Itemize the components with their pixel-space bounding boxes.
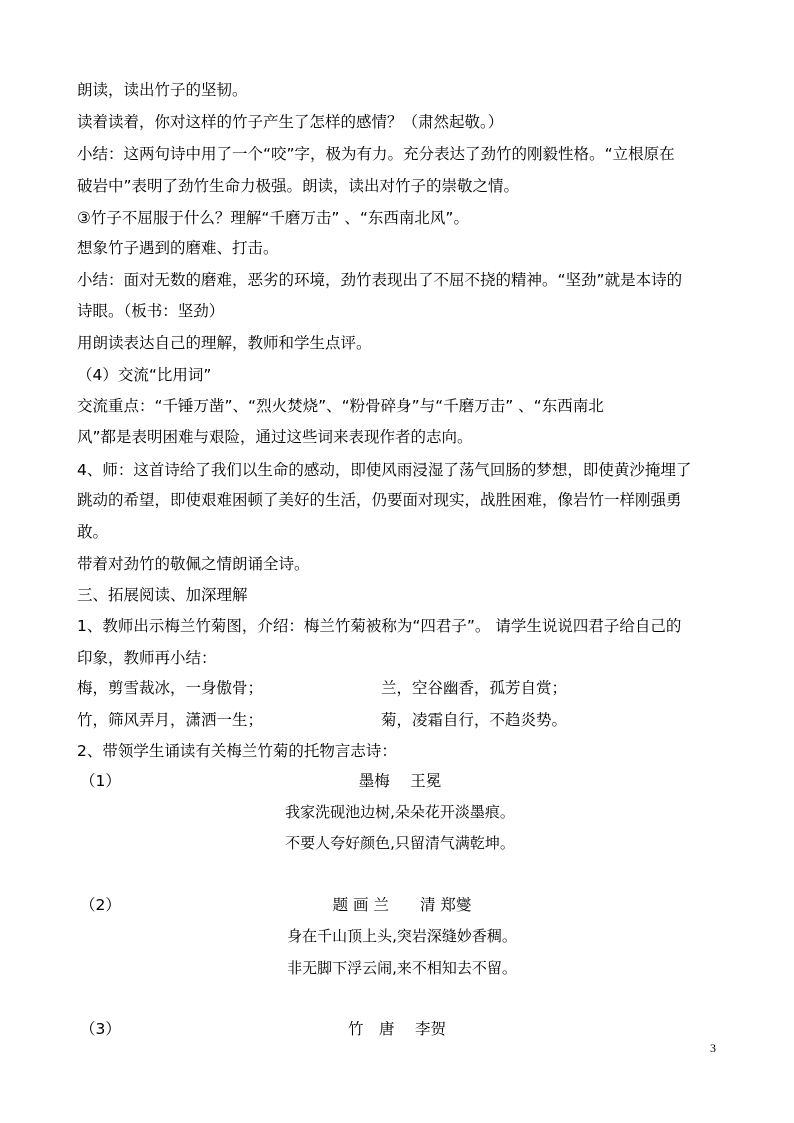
pair-right: 菊，凌霜自行，不趋炎势。 (381, 711, 568, 729)
text-line: 印象，教师再小结： (77, 649, 217, 667)
text-line: 用朗读表达自己的理解，教师和学生点评。 (77, 334, 372, 352)
text-line: 2、带领学生诵读有关梅兰竹菊的托物言志诗： (77, 742, 397, 760)
text-line: 敢。 (77, 523, 109, 541)
text-line: 读着读着，你对这样的竹子产生了怎样的感情？（肃然起敬。） (77, 113, 504, 131)
text-line: 跳动的希望，即使艰难困顿了美好的生活，仍要面对现实，战胜困难，像岩竹一样刚强勇 (77, 491, 682, 509)
poem-number: （3） (80, 1020, 121, 1038)
poem-line: 非无脚下浮云闹,来不相知去不留。 (287, 959, 517, 977)
text-line: 破岩中”表明了劲竹生命力极强。朗读，读出对竹子的崇敬之情。 (77, 177, 520, 195)
poem-number: （1） (80, 772, 121, 790)
poem-line: 身在千山顶上头,突岩深缝妙香稠。 (287, 927, 517, 945)
text-line: 4、师：这首诗给了我们以生命的感动，即使风雨浸湿了荡气回肠的梦想，即使黄沙掩埋了 (77, 461, 692, 479)
text-line: 小结：这两句诗中用了一个“咬”字，极为有力。充分表达了劲竹的刚毅性格。“立根原在 (77, 145, 675, 163)
text-line: 风”都是表明困难与艰险，通过这些词来表现作者的志向。 (77, 428, 473, 446)
text-line: 小结：面对无数的磨难，恶劣的环境，劲竹表现出了不屈不挠的精神。“坚劲”就是本诗的 (77, 271, 683, 289)
text-line: 想象竹子遇到的磨难、打击。 (77, 239, 279, 257)
text-line: 带着对劲竹的敬佩之情朗诵全诗。 (77, 555, 310, 573)
text-line: 朗读，读出竹子的坚韧。 (77, 81, 248, 99)
text-line: ③竹子不屈服于什么？理解“千磨万击” 、“东西南北风”。 (77, 209, 469, 227)
poem-line: 不要人夸好颜色,只留清气满乾坤。 (285, 834, 515, 852)
section-heading: 三、拓展阅读、加深理解 (77, 586, 248, 604)
text-line: （4）交流“比用词” (77, 366, 212, 384)
pair-left: 梅，剪雪裁冰，一身傲骨； (77, 679, 264, 697)
text-line: 诗眼。（板书：坚劲） (77, 302, 225, 320)
page-number: 3 (710, 1041, 716, 1055)
poem-line: 我家洗砚池边树,朵朵花开淡墨痕。 (285, 803, 515, 821)
poem-title: 墨梅 王冕 (358, 772, 442, 790)
text-line: 交流重点：“千锤万凿”、“烈火焚烧”、“粉骨碎身”与“千磨万击” 、“东西南北 (77, 397, 604, 415)
poem-number: （2） (80, 896, 121, 914)
pair-left: 竹，筛风弄月，潇洒一生； (77, 711, 264, 729)
pair-right: 兰，空谷幽香，孤芳自赏； (381, 679, 568, 697)
poem-title: 题 画 兰 清 郑燮 (332, 896, 472, 914)
text-line: 1、教师出示梅兰竹菊图，介绍：梅兰竹菊被称为“四君子”。 请学生说说四君子给自己的 (77, 617, 682, 635)
poem-title: 竹 唐 李贺 (348, 1020, 446, 1038)
